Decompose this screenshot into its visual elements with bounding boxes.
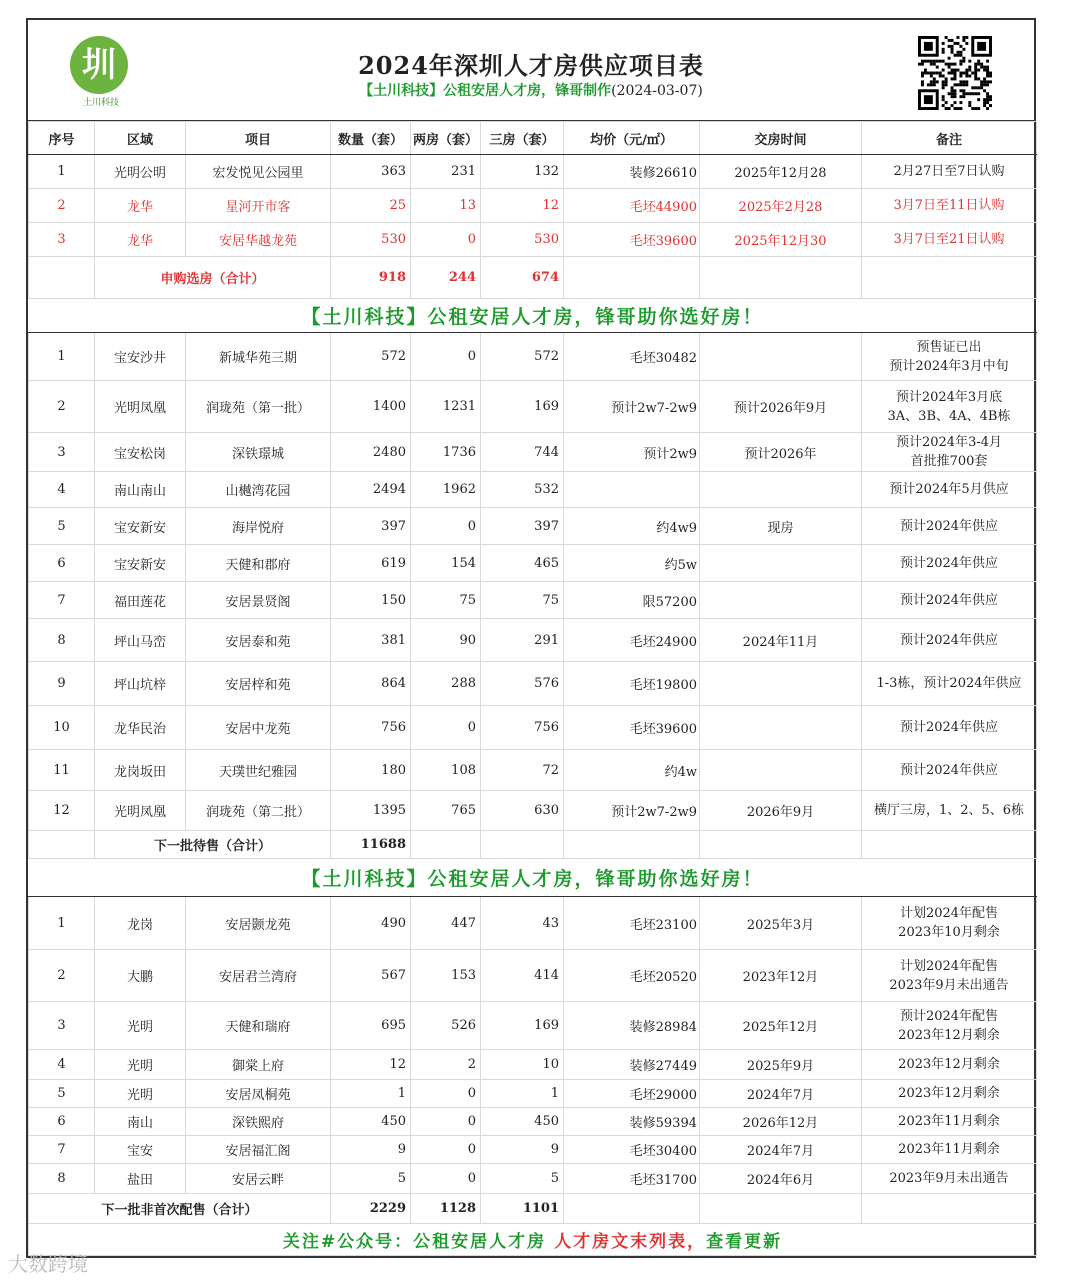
cell-no: 2 — [29, 189, 95, 223]
cell-note: 2023年12月剩余 — [862, 1080, 1037, 1108]
cell-note: 预计2024年供应 — [862, 706, 1037, 750]
cell-price — [564, 472, 700, 508]
cell-project: 深铁璟城 — [186, 433, 331, 472]
cell-delivery: 现房 — [700, 508, 862, 545]
cell-no: 2 — [29, 950, 95, 1002]
cell-two: 0 — [411, 1108, 481, 1136]
table-row — [29, 333, 1037, 381]
section-1-total — [29, 257, 1037, 333]
cell-no: 7 — [29, 582, 95, 619]
cell-project: 安居君兰湾府 — [186, 950, 331, 1002]
cell-delivery — [700, 472, 862, 508]
cell-delivery: 预计2026年9月 — [700, 381, 862, 433]
cell-delivery — [700, 582, 862, 619]
cell-area: 龙华民治 — [95, 706, 186, 750]
cell-project: 新城华苑三期 — [186, 333, 331, 381]
cell-no: 8 — [29, 619, 95, 662]
cell-area: 福田莲花 — [95, 582, 186, 619]
cell-two: 288 — [411, 662, 481, 706]
cell-delivery: 2025年2月28 — [700, 189, 862, 223]
cell-qty: 490 — [331, 897, 411, 950]
cell-three: 414 — [481, 950, 564, 1002]
total-three: 674 — [481, 257, 564, 299]
cell-no: 1 — [29, 897, 95, 950]
cell-price: 毛坯30400 — [564, 1136, 700, 1164]
cell-note: 预计2024年供应 — [862, 545, 1037, 582]
cell-no: 2 — [29, 381, 95, 433]
cell-price: 毛坯39600 — [564, 706, 700, 750]
table-row — [29, 433, 1037, 472]
cell-three: 75 — [481, 582, 564, 619]
table-row — [29, 1136, 1037, 1164]
table-row — [29, 545, 1037, 582]
total-qty: 2229 — [331, 1194, 411, 1224]
cell-project: 安居凤桐苑 — [186, 1080, 331, 1108]
table-row — [29, 791, 1037, 831]
cell-delivery: 预计2026年 — [700, 433, 862, 472]
cell-qty: 864 — [331, 662, 411, 706]
table-row — [29, 950, 1037, 1002]
cell-three: 10 — [481, 1050, 564, 1080]
col-header: 交房时间 — [700, 122, 862, 155]
cell-note: 计划2024年配售 2023年9月未出通告 — [862, 950, 1037, 1002]
cell-area: 盐田 — [95, 1164, 186, 1194]
section-non-first-allocation — [29, 897, 1037, 1194]
cell-two: 765 — [411, 791, 481, 831]
banner-text: 【土川科技】公租安居人才房，锋哥助你选好房！ — [29, 859, 1037, 897]
cell-no: 3 — [29, 1002, 95, 1050]
cell-price: 装修59394 — [564, 1108, 700, 1136]
cell-note: 预计2024年配售 2023年12月剩余 — [862, 1002, 1037, 1050]
cell-qty: 619 — [331, 545, 411, 582]
cell-note: 预计2024年供应 — [862, 750, 1037, 791]
total-three: 1101 — [481, 1194, 564, 1224]
cell-two: 0 — [411, 508, 481, 545]
logo-char: 圳 — [82, 45, 116, 85]
cell-delivery — [700, 662, 862, 706]
cell-area: 光明 — [95, 1050, 186, 1080]
cell-two: 153 — [411, 950, 481, 1002]
cell-three: 132 — [481, 155, 564, 189]
cell-delivery — [700, 706, 862, 750]
cell-qty: 381 — [331, 619, 411, 662]
cell-area: 坪山马峦 — [95, 619, 186, 662]
cell-qty: 12 — [331, 1050, 411, 1080]
cell-price: 毛坯29000 — [564, 1080, 700, 1108]
cell-price: 装修28984 — [564, 1002, 700, 1050]
cell-area: 龙岗 — [95, 897, 186, 950]
cell-no: 1 — [29, 333, 95, 381]
cell-price: 毛坯20520 — [564, 950, 700, 1002]
table-row — [29, 155, 1037, 189]
cell-note: 预计2024年供应 — [862, 619, 1037, 662]
cell-project: 安居泰和苑 — [186, 619, 331, 662]
cell-area: 光明凤凰 — [95, 381, 186, 433]
subtitle-author: 【土川科技】公租安居人才房，锋哥制作 — [359, 83, 612, 99]
table-row — [29, 381, 1037, 433]
cell-three: 1 — [481, 1080, 564, 1108]
cell-three: 9 — [481, 1136, 564, 1164]
cell-three: 572 — [481, 333, 564, 381]
cell-two: 447 — [411, 897, 481, 950]
cell-qty: 530 — [331, 223, 411, 257]
cell-area: 龙华 — [95, 223, 186, 257]
cell-project: 安居云畔 — [186, 1164, 331, 1194]
section-2-total — [29, 831, 1037, 897]
total-qty: 918 — [331, 257, 411, 299]
cell-delivery — [700, 333, 862, 381]
cell-delivery — [700, 545, 862, 582]
cell-no: 5 — [29, 508, 95, 545]
cell-two: 0 — [411, 1080, 481, 1108]
table-row — [29, 1050, 1037, 1080]
table-row — [29, 619, 1037, 662]
cell-no: 5 — [29, 1080, 95, 1108]
section-3-total — [29, 1194, 1037, 1256]
cell-three: 630 — [481, 791, 564, 831]
cell-three: 291 — [481, 619, 564, 662]
cell-project: 海岸悦府 — [186, 508, 331, 545]
cell-delivery: 2025年12月28 — [700, 155, 862, 189]
cell-no: 12 — [29, 791, 95, 831]
table-row — [29, 750, 1037, 791]
cell-no: 1 — [29, 155, 95, 189]
table-row — [29, 582, 1037, 619]
cell-qty: 1 — [331, 1080, 411, 1108]
cell-no: 8 — [29, 1164, 95, 1194]
cell-price: 限57200 — [564, 582, 700, 619]
cell-project: 安居华越龙苑 — [186, 223, 331, 257]
cell-two: 2 — [411, 1050, 481, 1080]
table-row — [29, 1080, 1037, 1108]
cell-note: 2023年11月剩余 — [862, 1108, 1037, 1136]
cell-no: 6 — [29, 545, 95, 582]
cell-no: 3 — [29, 433, 95, 472]
col-header: 均价（元/㎡） — [564, 122, 700, 155]
banner-row — [29, 859, 1037, 897]
cell-qty: 5 — [331, 1164, 411, 1194]
cell-three: 576 — [481, 662, 564, 706]
col-header: 三房（套） — [481, 122, 564, 155]
table-row — [29, 223, 1037, 257]
cell-project: 安居景贤阁 — [186, 582, 331, 619]
cell-project: 御棠上府 — [186, 1050, 331, 1080]
cell-no: 6 — [29, 1108, 95, 1136]
cell-two: 0 — [411, 706, 481, 750]
col-header: 备注 — [862, 122, 1037, 155]
cell-project: 润珑苑（第一批） — [186, 381, 331, 433]
cell-three: 72 — [481, 750, 564, 791]
cell-project: 山樾湾花园 — [186, 472, 331, 508]
cell-delivery: 2024年7月 — [700, 1080, 862, 1108]
cell-qty: 567 — [331, 950, 411, 1002]
watermark: 大数跨境 — [8, 1252, 88, 1276]
table-row — [29, 706, 1037, 750]
total-label: 下一批非首次配售（合计） — [29, 1194, 331, 1224]
cell-no: 9 — [29, 662, 95, 706]
cell-price: 毛坯23100 — [564, 897, 700, 950]
cell-two: 0 — [411, 223, 481, 257]
cell-two: 0 — [411, 1164, 481, 1194]
table-header-row — [29, 122, 1037, 155]
cell-qty: 450 — [331, 1108, 411, 1136]
cell-area: 龙华 — [95, 189, 186, 223]
table-row — [29, 189, 1037, 223]
cell-area: 宝安新安 — [95, 545, 186, 582]
supply-table-sheet — [26, 18, 1036, 1258]
cell-project: 润珑苑（第二批） — [186, 791, 331, 831]
cell-note: 2023年12月剩余 — [862, 1050, 1037, 1080]
cell-no: 4 — [29, 1050, 95, 1080]
cell-note: 2023年9月未出通告 — [862, 1164, 1037, 1194]
total-row — [29, 831, 1037, 859]
cell-project: 天健和郡府 — [186, 545, 331, 582]
cell-two: 154 — [411, 545, 481, 582]
cell-note: 3月7日至21日认购 — [862, 223, 1037, 257]
cell-two: 1231 — [411, 381, 481, 433]
cell-delivery: 2025年12月 — [700, 1002, 862, 1050]
cell-note: 预计2024年供应 — [862, 582, 1037, 619]
col-header: 区域 — [95, 122, 186, 155]
cell-delivery: 2023年12月 — [700, 950, 862, 1002]
cell-qty: 150 — [331, 582, 411, 619]
cell-note: 3月7日至11日认购 — [862, 189, 1037, 223]
cell-qty: 2494 — [331, 472, 411, 508]
total-label: 下一批待售（合计） — [95, 831, 331, 859]
cell-project: 安居福汇阁 — [186, 1136, 331, 1164]
cell-qty: 695 — [331, 1002, 411, 1050]
qr-code-icon — [918, 36, 992, 110]
cell-note: 2023年11月剩余 — [862, 1136, 1037, 1164]
cell-area: 龙岗坂田 — [95, 750, 186, 791]
cell-area: 光明 — [95, 1002, 186, 1050]
cell-price: 预计2w9 — [564, 433, 700, 472]
cell-qty: 180 — [331, 750, 411, 791]
footer-row — [29, 1224, 1037, 1256]
page-title: 2024年深圳人才房供应项目表 — [358, 51, 704, 80]
cell-qty: 9 — [331, 1136, 411, 1164]
footer-text — [29, 1224, 1037, 1256]
cell-price: 装修26610 — [564, 155, 700, 189]
cell-price: 毛坯44900 — [564, 189, 700, 223]
cell-two: 0 — [411, 1136, 481, 1164]
cell-price: 约4w9 — [564, 508, 700, 545]
col-header: 项目 — [186, 122, 331, 155]
cell-project: 天璞世纪雅园 — [186, 750, 331, 791]
cell-qty: 756 — [331, 706, 411, 750]
cell-no: 3 — [29, 223, 95, 257]
cell-qty: 1395 — [331, 791, 411, 831]
total-two: 1128 — [411, 1194, 481, 1224]
cell-qty: 1400 — [331, 381, 411, 433]
cell-price: 毛坯19800 — [564, 662, 700, 706]
cell-area: 宝安新安 — [95, 508, 186, 545]
cell-delivery: 2025年12月30 — [700, 223, 862, 257]
cell-three: 465 — [481, 545, 564, 582]
cell-project: 天健和瑞府 — [186, 1002, 331, 1050]
cell-area: 大鹏 — [95, 950, 186, 1002]
cell-three: 397 — [481, 508, 564, 545]
cell-delivery: 2024年7月 — [700, 1136, 862, 1164]
cell-price: 装修27449 — [564, 1050, 700, 1080]
cell-area: 宝安松岗 — [95, 433, 186, 472]
cell-note: 计划2024年配售 2023年10月剩余 — [862, 897, 1037, 950]
table-row — [29, 508, 1037, 545]
cell-two: 231 — [411, 155, 481, 189]
cell-note: 预计2024年5月供应 — [862, 472, 1037, 508]
cell-project: 星河开市客 — [186, 189, 331, 223]
subtitle-date: (2024-03-07) — [611, 83, 703, 99]
cell-qty: 25 — [331, 189, 411, 223]
cell-price: 预计2w7-2w9 — [564, 791, 700, 831]
table-row — [29, 1002, 1037, 1050]
cell-delivery: 2026年12月 — [700, 1108, 862, 1136]
sheet-header — [28, 20, 1034, 121]
cell-two: 1962 — [411, 472, 481, 508]
cell-no: 4 — [29, 472, 95, 508]
total-label: 申购选房（合计） — [95, 257, 331, 299]
cell-project: 安居颢龙苑 — [186, 897, 331, 950]
footer-update: 查看更新 — [706, 1232, 783, 1252]
cell-three: 450 — [481, 1108, 564, 1136]
cell-no: 10 — [29, 706, 95, 750]
cell-two: 526 — [411, 1002, 481, 1050]
cell-note: 预售证已出 预计2024年3月中旬 — [862, 333, 1037, 381]
cell-delivery: 2025年9月 — [700, 1050, 862, 1080]
banner-row — [29, 299, 1037, 333]
table-row — [29, 1108, 1037, 1136]
footer-list-note: 人才房文末列表， — [554, 1232, 707, 1252]
cell-price: 毛坯30482 — [564, 333, 700, 381]
cell-delivery: 2024年11月 — [700, 619, 862, 662]
cell-area: 坪山坑梓 — [95, 662, 186, 706]
cell-two: 13 — [411, 189, 481, 223]
cell-price: 毛坯39600 — [564, 223, 700, 257]
cell-two: 90 — [411, 619, 481, 662]
logo-caption: 土川科技 — [82, 98, 119, 108]
banner-text: 【土川科技】公租安居人才房，锋哥助你选好房！ — [29, 299, 1037, 333]
footer-account: 关注#公众号：公租安居人才房 — [282, 1232, 547, 1252]
cell-project: 深铁熙府 — [186, 1108, 331, 1136]
cell-three: 12 — [481, 189, 564, 223]
cell-area: 光明 — [95, 1080, 186, 1108]
table-row — [29, 897, 1037, 950]
cell-area: 宝安 — [95, 1136, 186, 1164]
col-header: 两房（套） — [411, 122, 481, 155]
cell-three: 530 — [481, 223, 564, 257]
cell-qty: 363 — [331, 155, 411, 189]
cell-price: 约4w — [564, 750, 700, 791]
cell-three: 169 — [481, 1002, 564, 1050]
cell-price: 毛坯31700 — [564, 1164, 700, 1194]
table-row — [29, 662, 1037, 706]
cell-delivery: 2026年9月 — [700, 791, 862, 831]
table-row — [29, 1164, 1037, 1194]
cell-qty: 572 — [331, 333, 411, 381]
cell-three: 532 — [481, 472, 564, 508]
cell-area: 宝安沙井 — [95, 333, 186, 381]
cell-price: 毛坯24900 — [564, 619, 700, 662]
cell-qty: 397 — [331, 508, 411, 545]
total-row — [29, 257, 1037, 299]
cell-note: 预计2024年供应 — [862, 508, 1037, 545]
cell-area: 南山 — [95, 1108, 186, 1136]
cell-price: 约5w — [564, 545, 700, 582]
cell-area: 光明公明 — [95, 155, 186, 189]
cell-two: 0 — [411, 333, 481, 381]
cell-note: 预计2024年3-4月 首批推700套 — [862, 433, 1037, 472]
cell-qty: 2480 — [331, 433, 411, 472]
cell-no: 11 — [29, 750, 95, 791]
cell-project: 宏发悦见公园里 — [186, 155, 331, 189]
cell-two: 108 — [411, 750, 481, 791]
cell-area: 光明凤凰 — [95, 791, 186, 831]
table-row — [29, 472, 1037, 508]
cell-project: 安居梓和苑 — [186, 662, 331, 706]
cell-three: 5 — [481, 1164, 564, 1194]
cell-three: 744 — [481, 433, 564, 472]
cell-three: 43 — [481, 897, 564, 950]
project-table — [28, 121, 1037, 1256]
total-row — [29, 1194, 1037, 1224]
section-subscription — [29, 155, 1037, 257]
cell-delivery — [700, 750, 862, 791]
section-upcoming — [29, 333, 1037, 831]
subtitle — [28, 80, 1034, 100]
cell-note: 横厅三房，1、2、5、6栋 — [862, 791, 1037, 831]
cell-delivery: 2024年6月 — [700, 1164, 862, 1194]
cell-area: 南山南山 — [95, 472, 186, 508]
cell-no: 7 — [29, 1136, 95, 1164]
cell-two: 1736 — [411, 433, 481, 472]
cell-note: 预计2024年3月底 3A、3B、4A、4B栋 — [862, 381, 1037, 433]
cell-delivery: 2025年3月 — [700, 897, 862, 950]
cell-note: 2月27日至7日认购 — [862, 155, 1037, 189]
total-two: 244 — [411, 257, 481, 299]
cell-three: 169 — [481, 381, 564, 433]
cell-two: 75 — [411, 582, 481, 619]
col-header: 数量（套） — [331, 122, 411, 155]
col-header: 序号 — [29, 122, 95, 155]
cell-note: 1-3栋，预计2024年供应 — [862, 662, 1037, 706]
cell-three: 756 — [481, 706, 564, 750]
total-qty: 11688 — [331, 831, 411, 859]
cell-price: 预计2w7-2w9 — [564, 381, 700, 433]
cell-project: 安居中龙苑 — [186, 706, 331, 750]
